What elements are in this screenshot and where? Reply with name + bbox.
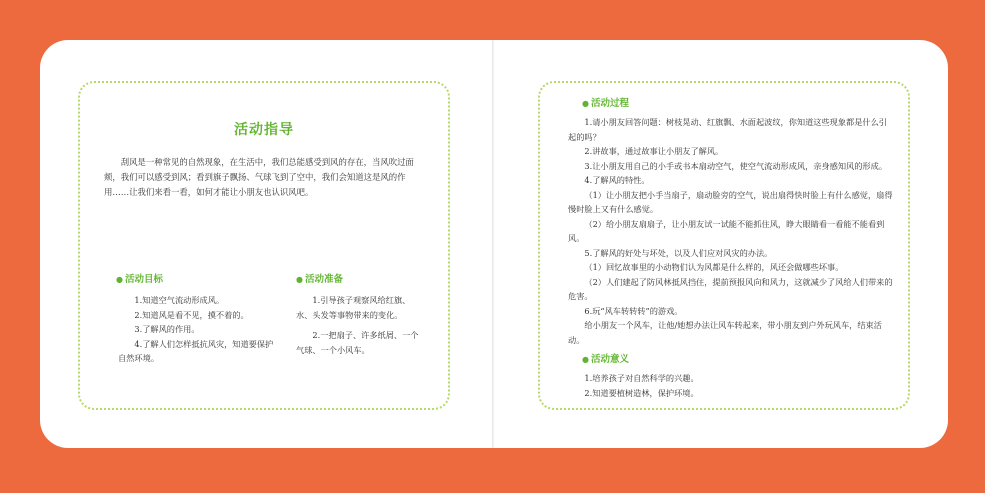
intro-paragraph: 刮风是一种常见的自然现象，在生活中，我们总能感受到风的存在，当风吹过面颊，我们可以感受到风；看到旗子飘扬、气球飞到了空中，我们会知道这是风的作用……让我们来看一看，如何才能让小朋友也认识风吧。	[104, 157, 414, 197]
list-item: 1.请小朋友回答问题：树枝晃动、红旗飘、水面起波纹，你知道这些现象都是什么引起的吗？	[568, 117, 887, 142]
goals-heading: ● 活动目标	[116, 274, 163, 285]
list-item: 4.了解人们怎样抵抗风灾，知道要保护自然环境。	[118, 338, 274, 363]
list-item: 1.引导孩子观察风给红旗、水、头发等事物带来的变化。	[296, 295, 411, 320]
list-item: 4.了解风的特性。	[584, 175, 650, 185]
list-item: 给小朋友一个风车，让他/她想办法让风车转起来，带小朋友到户外玩风车，结束活动。	[568, 320, 882, 345]
list-item: 3.了解风的作用。	[134, 324, 200, 334]
bullet-icon: ●	[582, 355, 589, 364]
bullet-icon: ●	[296, 275, 303, 284]
list-item: 2.知道风是看不见，摸不着的。	[134, 309, 249, 320]
list-item: 2.知道要植树造林，保护环境。	[584, 387, 699, 398]
list-item: 5.了解风的好处与坏处，以及人们应对风灾的办法。	[584, 247, 773, 258]
right-page-frame	[538, 81, 910, 410]
list-item: 6.玩“风车转转转”的游戏。	[584, 305, 683, 316]
bullet-icon: ●	[116, 275, 123, 284]
list-item: 2.讲故事，通过故事让小朋友了解风。	[584, 146, 724, 156]
process-heading: ● 活动过程	[582, 98, 629, 109]
list-item: （1）回忆故事里的小动物们认为风都是什么样的，风还会做哪些坏事。	[584, 262, 844, 272]
list-item: 3.让小朋友用自己的小手或书本扇动空气，使空气流动形成风，亲身感知风的形成。	[584, 160, 887, 171]
book-spread	[40, 40, 948, 448]
book-spine	[492, 40, 494, 448]
meaning-heading: ● 活动意义	[582, 354, 629, 365]
process-list	[568, 115, 894, 347]
list-item: 1.知道空气流动形成风。	[134, 295, 225, 305]
list-item: （1）让小朋友把小手当扇子，扇动脸旁的空气，说出扇得快时脸上有什么感觉，扇得慢时脸上又有什么感觉。	[568, 189, 893, 214]
goals-list	[118, 293, 278, 366]
list-item: 1.培养孩子对自然科学的兴趣。	[584, 373, 699, 383]
list-item: 2.一把扇子、许多纸屑、一个气球、一个小风车。	[296, 330, 419, 355]
list-item: （2）给小朋友扇扇子，让小朋友试一试能不能抓住风，睁大眼睛看一看能不能看到风。	[568, 218, 885, 243]
left-page-frame	[78, 81, 450, 410]
prep-list	[296, 293, 426, 357]
meaning-list	[568, 371, 894, 400]
list-item: （2）人们建起了防风林抵风挡住，提前预报风向和风力，这就减少了风给人们带来的危害。	[568, 276, 893, 301]
prep-heading: ● 活动准备	[296, 274, 343, 285]
page-title: 活动指导	[234, 122, 294, 138]
bullet-icon: ●	[582, 99, 589, 108]
